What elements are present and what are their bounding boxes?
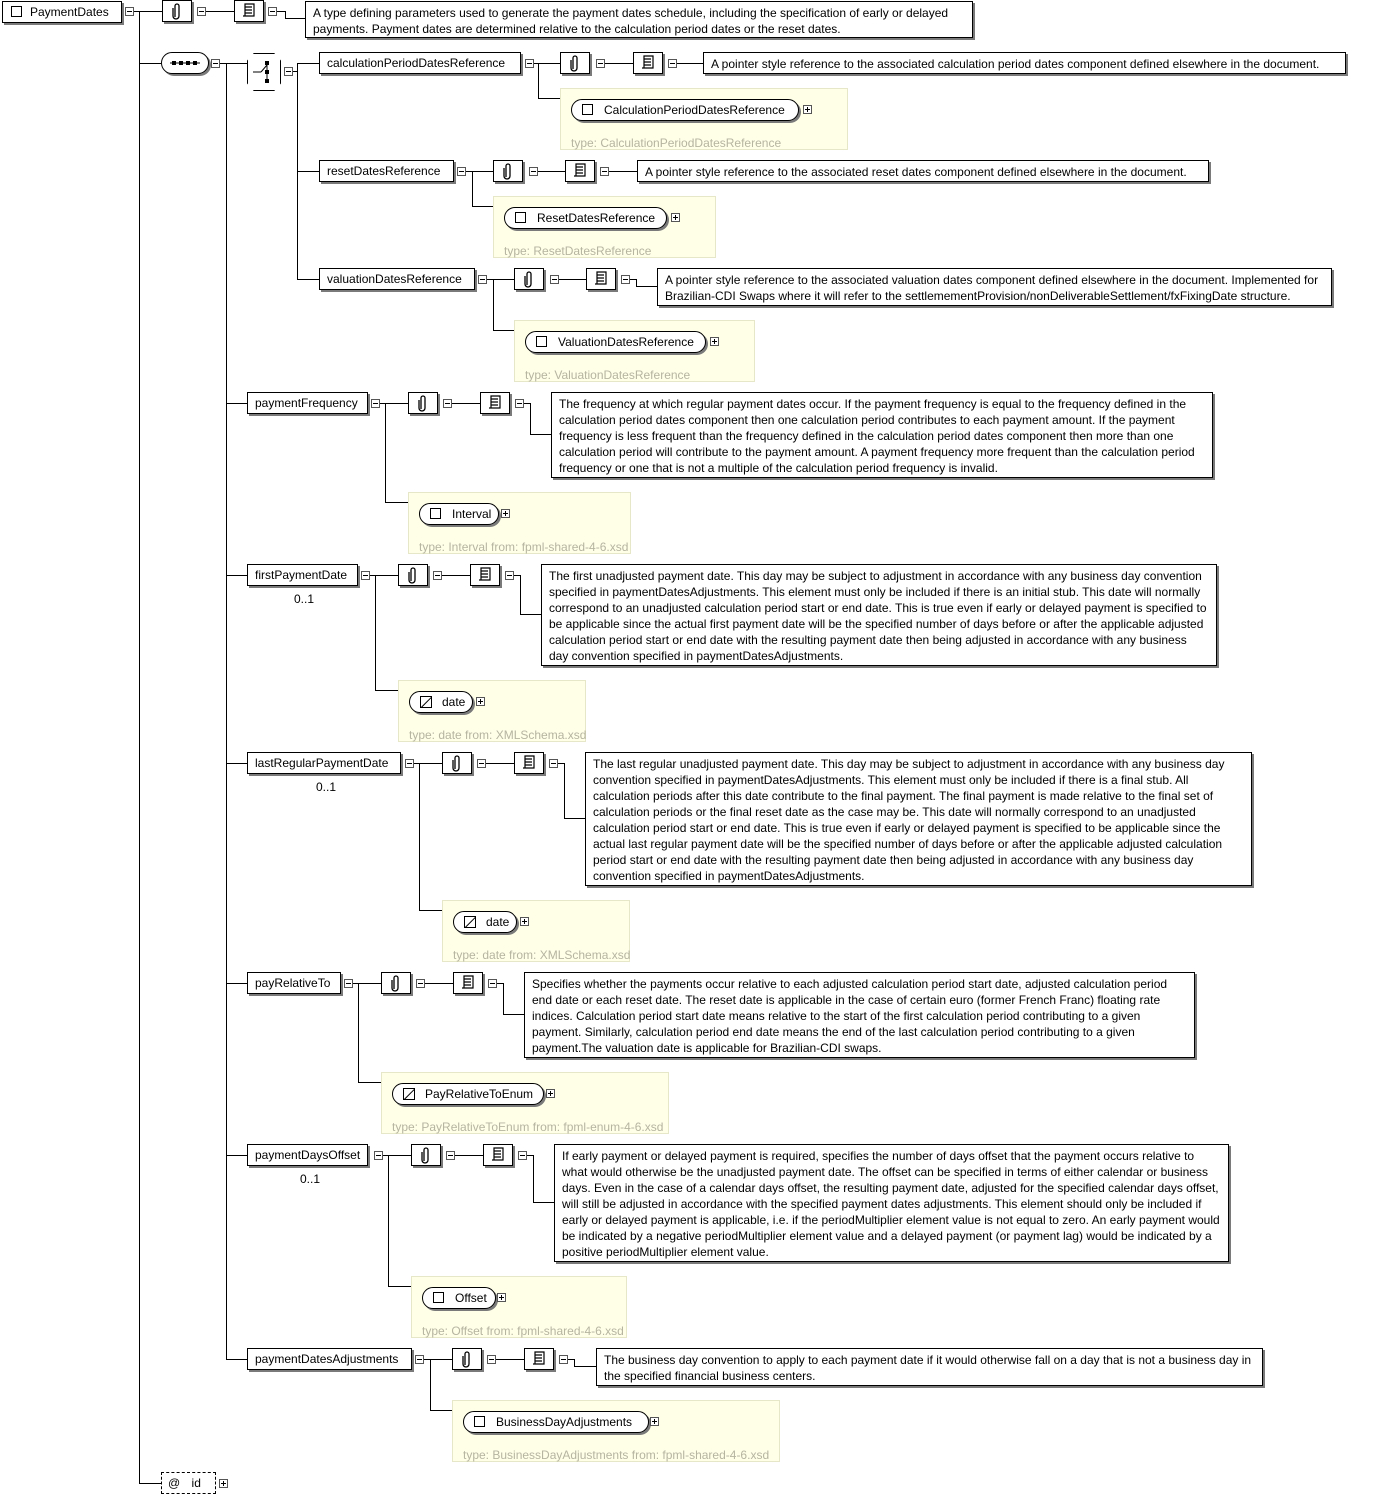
type-name-box[interactable] — [409, 691, 473, 713]
documentation-box[interactable] — [483, 1144, 513, 1166]
type-label: type: ValuationDatesReference — [525, 368, 691, 382]
collapse-toggle[interactable] — [621, 275, 630, 284]
collapse-toggle[interactable] — [549, 759, 558, 768]
root-documentation: A type defining parameters used to generate the payment dates schedule, including the specification of early or delayed payments. Payment dates are determined relative to the calculation period dates or the reset dates. — [305, 1, 973, 38]
collapse-toggle[interactable] — [443, 399, 452, 408]
expand-toggle[interactable] — [476, 697, 485, 706]
type-icon — [430, 508, 441, 519]
scroll-icon — [640, 54, 656, 72]
scroll-icon — [572, 162, 588, 180]
expand-toggle[interactable] — [710, 337, 719, 346]
collapse-toggle[interactable] — [488, 979, 497, 988]
type-name-box[interactable] — [504, 207, 667, 229]
collapse-toggle[interactable] — [125, 7, 134, 16]
collapse-toggle[interactable] — [596, 59, 605, 68]
type-label: type: PayRelativeToEnum from: fpml-enum-4-6.xsd — [392, 1120, 664, 1134]
annotation-box[interactable] — [398, 564, 428, 586]
annotation-box[interactable] — [381, 972, 411, 994]
type-name: BusinessDayAdjustments — [496, 1415, 633, 1429]
collapse-toggle[interactable] — [529, 167, 538, 176]
paperclip-icon — [420, 1146, 432, 1164]
type-label: type: BusinessDayAdjustments from: fpml-shared-4-6.xsd — [463, 1448, 770, 1462]
annotation-box[interactable] — [452, 1348, 482, 1370]
type-name: date — [442, 695, 466, 709]
type-name: PayRelativeToEnum — [425, 1087, 534, 1101]
paperclip-icon — [407, 566, 419, 584]
annotation-box[interactable] — [514, 268, 544, 290]
element-documentation: A pointer style reference to the associated reset dates component defined elsewhere in the document. — [637, 160, 1209, 182]
collapse-toggle[interactable] — [525, 59, 534, 68]
attribute-symbol: @ — [168, 1476, 181, 1490]
type-icon — [433, 1292, 444, 1303]
type-box — [381, 1072, 669, 1134]
type-name: ResetDatesReference — [537, 211, 656, 225]
element-name: resetDatesReference — [327, 164, 441, 178]
collapse-toggle[interactable] — [446, 1151, 455, 1160]
attribute-name: id — [191, 1476, 201, 1490]
collapse-toggle[interactable] — [477, 759, 486, 768]
documentation-box[interactable] — [586, 268, 616, 290]
type-label: type: CalculationPeriodDatesReference — [571, 136, 782, 150]
payment-days-offset-element[interactable] — [247, 1144, 368, 1166]
documentation-box[interactable] — [234, 0, 264, 22]
paperclip-icon — [451, 754, 463, 772]
collapse-toggle[interactable] — [415, 1355, 424, 1364]
element-name: paymentDaysOffset — [255, 1148, 361, 1162]
paperclip-icon — [523, 270, 535, 288]
pay-relative-to-element[interactable] — [247, 972, 341, 994]
collapse-toggle[interactable] — [344, 979, 353, 988]
collapse-toggle[interactable] — [518, 1151, 527, 1160]
simple-type-icon — [403, 1088, 415, 1100]
collapse-toggle[interactable] — [550, 275, 559, 284]
collapse-toggle[interactable] — [600, 167, 609, 176]
type-box — [411, 1276, 627, 1338]
sequence-icon — [162, 53, 208, 73]
type-name-box[interactable] — [392, 1083, 544, 1105]
element-documentation: The frequency at which regular payment dates occur. If the payment frequency is equal to the frequency defined in the calculation period dates component then one calculation period contributes to each payment amount. If the payment frequency is less frequent than the frequency defined in the calculation period dates component then more than one calculation period will contribute to the payment amount. A payment frequency more frequent than the calculation period frequency or one that is not a multiple of the calculation period frequency is invalid. — [551, 392, 1213, 478]
expand-toggle[interactable] — [501, 509, 510, 518]
collapse-toggle[interactable] — [211, 59, 220, 68]
reset-dates-reference-element[interactable] — [319, 160, 454, 182]
simple-type-icon — [464, 916, 476, 928]
type-name: date — [486, 915, 510, 929]
documentation-box[interactable] — [480, 392, 510, 414]
documentation-box[interactable] — [514, 752, 544, 774]
documentation-box[interactable] — [633, 52, 663, 74]
annotation-box[interactable] — [408, 392, 438, 414]
element-name: paymentFrequency — [255, 396, 358, 410]
type-label: type: Offset from: fpml-shared-4-6.xsd — [422, 1324, 624, 1338]
type-name-box[interactable] — [571, 99, 799, 121]
collapse-toggle[interactable] — [361, 571, 370, 580]
type-box — [398, 680, 586, 742]
element-documentation: A pointer style reference to the associated calculation period dates component defined elsewhere in the document. — [703, 52, 1346, 74]
element-name: valuationDatesReference — [327, 272, 462, 286]
type-name: ValuationDatesReference — [558, 335, 694, 349]
collapse-toggle[interactable] — [515, 399, 524, 408]
type-box — [408, 492, 631, 554]
expand-toggle[interactable] — [520, 917, 529, 926]
collapse-toggle[interactable] — [668, 59, 677, 68]
collapse-toggle[interactable] — [487, 1355, 496, 1364]
choice-icon — [247, 53, 281, 91]
annotation-box[interactable] — [411, 1144, 441, 1166]
payment-frequency-element[interactable] — [247, 392, 368, 414]
annotation-box[interactable] — [560, 52, 590, 74]
expand-toggle[interactable] — [803, 105, 812, 114]
annotation-box[interactable] — [442, 752, 472, 774]
type-name: Offset — [455, 1291, 487, 1305]
paperclip-icon — [171, 2, 183, 20]
element-documentation: Specifies whether the payments occur relative to each adjusted calculation period start date, adjusted calculation period end date or each reset date. The reset date is applicable in the case of certain euro (former French Franc) floating rate indices. Calculation period start date means relative to the start of the first calculation period contributing to a given payment. Similarly, calculation period end date means the end of the last calculation period contributing to a given payment.The valuation date is applicable for Brazilian-CDI swaps. — [524, 972, 1195, 1058]
type-name: Interval — [452, 507, 492, 521]
attribute-id[interactable] — [161, 1472, 216, 1494]
documentation-box[interactable] — [453, 972, 483, 994]
collapse-toggle[interactable] — [197, 7, 206, 16]
element-documentation: The first unadjusted payment date. This day may be subject to adjustment in accordance with any business day convention specified in paymentDatesAdjustments. This element must only be included if there is an initial stub. This date will normally correspond to an unadjusted calculation period start or end date. This is true even if early or delayed payment is specified to be applicable since the actual first payment date will be the specified number of days before or after the applicable adjusted calculation period start or end date with the resulting payment date then being adjusted in accordance with any business day convention specified in paymentDatesAdjustments. — [541, 564, 1217, 666]
scroll-icon — [487, 394, 503, 412]
collapse-toggle[interactable] — [457, 167, 466, 176]
collapse-toggle[interactable] — [559, 1355, 568, 1364]
element-name: calculationPeriodDatesReference — [327, 56, 506, 70]
expand-toggle[interactable] — [497, 1293, 506, 1302]
documentation-box[interactable] — [470, 564, 500, 586]
payment-dates-adjustments-element[interactable] — [247, 1348, 412, 1370]
paperclip-icon — [417, 394, 429, 412]
expand-toggle[interactable] — [219, 1479, 228, 1488]
scroll-icon — [521, 754, 537, 772]
scroll-icon — [531, 1350, 547, 1368]
collapse-toggle[interactable] — [416, 979, 425, 988]
collapse-toggle[interactable] — [374, 1151, 383, 1160]
type-icon — [536, 336, 547, 347]
type-box — [560, 88, 848, 150]
collapse-toggle[interactable] — [405, 759, 414, 768]
expand-toggle[interactable] — [546, 1089, 555, 1098]
type-label: type: Interval from: fpml-shared-4-6.xsd — [419, 540, 629, 554]
element-icon — [11, 6, 22, 17]
occurrence-label: 0..1 — [316, 780, 337, 794]
type-name-box[interactable] — [463, 1411, 649, 1433]
element-documentation: If early payment or delayed payment is required, specifies the number of days offset that the payment occurs relative to what would otherwise be the unadjusted payment date. The offset can be specified in terms of either calendar or business days. Even in the case of a calendar days offset, the resulting payment date, adjusted for the specified calendar days offset, will still be adjusted in accordance with the specified payment dates adjustments. This element should only be included if early or delayed payment is applicable, i.e. if the periodMultiplier element value is not equal to zero. An early payment would be indicated by a negative periodMultiplier element value and a delayed payment (or payment lag) would be indicated by a positive periodMultiplier element value. — [554, 1144, 1229, 1262]
type-icon — [582, 104, 593, 115]
paperclip-icon — [390, 974, 402, 992]
collapse-toggle[interactable] — [505, 571, 514, 580]
element-name: paymentDatesAdjustments — [255, 1352, 399, 1366]
element-documentation: The business day convention to apply to each payment date if it would otherwise fall on a day that is not a business day in the specified financial business centers. — [596, 1348, 1263, 1386]
type-icon — [515, 212, 526, 223]
type-box — [442, 900, 630, 962]
element-name: firstPaymentDate — [255, 568, 348, 582]
type-name-box[interactable] — [525, 331, 706, 353]
collapse-toggle[interactable] — [433, 571, 442, 580]
element-documentation: A pointer style reference to the associated valuation dates component defined elsewhere in the document. Implemented for Brazilian-CDI Swaps where it will refer to the settlemementProvision/nonDeliverableSettlement/fxFixingDate structure. — [657, 268, 1332, 306]
valuation-dates-reference-element[interactable] — [319, 268, 475, 290]
calculation-period-dates-reference-element[interactable] — [319, 52, 521, 74]
scroll-icon — [593, 270, 609, 288]
type-box — [514, 320, 755, 382]
collapse-toggle[interactable] — [371, 399, 380, 408]
root-element-box[interactable] — [2, 1, 122, 23]
occurrence-label: 0..1 — [300, 1172, 321, 1186]
last-regular-payment-date-element[interactable] — [247, 752, 401, 774]
type-name-box[interactable] — [419, 503, 499, 525]
collapse-toggle[interactable] — [284, 67, 293, 76]
element-name: payRelativeTo — [255, 976, 331, 990]
documentation-box[interactable] — [524, 1348, 554, 1370]
type-label: type: date from: XMLSchema.xsd — [453, 948, 631, 962]
type-label: type: ResetDatesReference — [504, 244, 652, 258]
first-payment-date-element[interactable] — [247, 564, 358, 586]
element-name: lastRegularPaymentDate — [255, 756, 389, 770]
type-icon — [474, 1416, 485, 1427]
scroll-icon — [460, 974, 476, 992]
type-name-box[interactable] — [422, 1287, 496, 1309]
scroll-icon — [477, 566, 493, 584]
collapse-toggle[interactable] — [268, 7, 277, 16]
collapse-toggle[interactable] — [478, 275, 487, 284]
element-documentation: The last regular unadjusted payment date. This day may be subject to adjustment in accordance with any business day convention specified in paymentDatesAdjustments. This element must only be included if there is a final stub. All calculation periods after this date contribute to the final payment. The final payment is made relative to the final set of calculation periods or the final reset date as the case may be. This date will normally correspond to an unadjusted calculation period start or end date. This is true even if early or delayed payment is specified to be applicable since the actual last regular payment date will be the specified number of days before or after the applicable adjusted calculation period start or end date with the resulting payment date then being adjusted in accordance with any business day convention specified in paymentDatesAdjustments. — [585, 752, 1252, 886]
occurrence-label: 0..1 — [294, 592, 315, 606]
annotation-box[interactable] — [493, 160, 523, 182]
type-name: CalculationPeriodDatesReference — [604, 103, 785, 117]
scroll-icon — [490, 1146, 506, 1164]
type-box — [452, 1400, 780, 1462]
paperclip-icon — [461, 1350, 473, 1368]
expand-toggle[interactable] — [671, 213, 680, 222]
type-name-box[interactable] — [453, 911, 517, 933]
paperclip-icon — [569, 54, 581, 72]
annotation-box[interactable] — [162, 0, 192, 22]
type-label: type: date from: XMLSchema.xsd — [409, 728, 587, 742]
paperclip-icon — [502, 162, 514, 180]
root-element-name: PaymentDates — [30, 5, 109, 19]
documentation-box[interactable] — [565, 160, 595, 182]
type-box — [493, 196, 716, 258]
expand-toggle[interactable] — [650, 1417, 659, 1426]
sequence-compositor[interactable] — [161, 52, 209, 74]
scroll-icon — [241, 2, 257, 20]
simple-type-icon — [420, 696, 432, 708]
